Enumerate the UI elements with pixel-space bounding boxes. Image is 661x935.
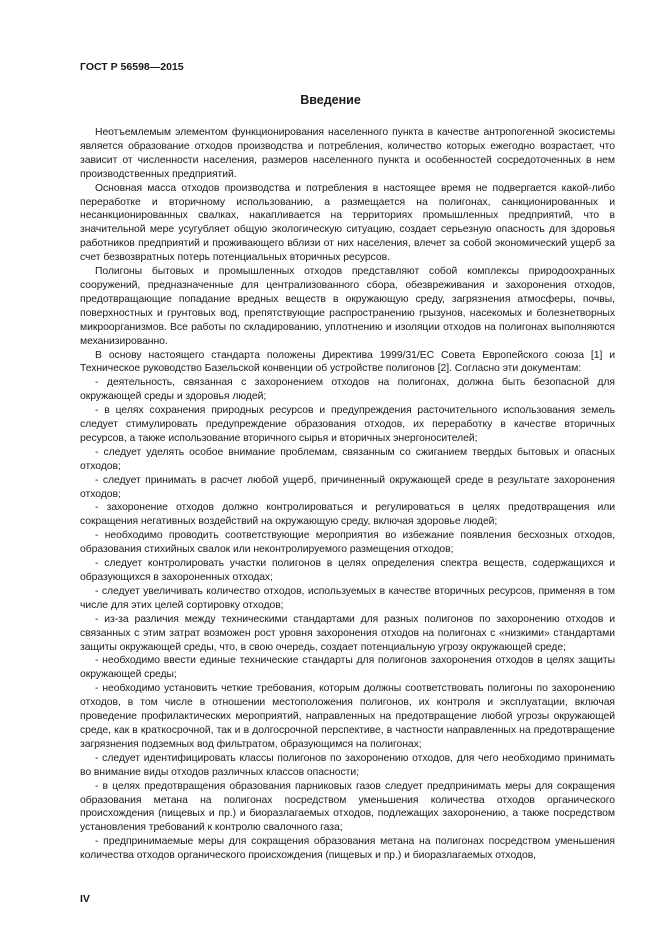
list-item: - необходимо установить четкие требования, которым должны соответствовать полигоны по захоронению отходов, в том числе в отношении местоположения полигонов, их контроля и эксплуатации, включая проведение профилактических мероприятий, направленных на предотвращение любой угрозы окружающей среде, как в краткосрочной, так и в долгосрочной перспективе, в частности направленных на предотвращение загрязнения подземных вод фильтратом, образующимся на полигонах;: [80, 683, 615, 750]
list-item: - следует принимать в расчет любой ущерб, причиненный окружающей среде в результате захоронения отходов;: [80, 474, 615, 500]
list-item: - из-за различия между техническими стандартами для разных полигонов по захоронению отходов и связанных с этим затрат возможен рост уровня захоронения отходов на полигонах с «низкими» стандартами защиты окружающей среды, что, в свою очередь, создает потенциальную угрозу окружающей среде;: [80, 613, 615, 653]
list-item: - в целях сохранения природных ресурсов и предупреждения расточительного использования земель следует стимулировать предупреждение образования отходов, их переработку в качестве вторичных ресурсов, а также использование вторичного сырья и вторичных энергоносителей;: [80, 405, 615, 444]
list-item: - следует увеличивать количество отходов, используемых в качестве вторичных ресурсов, применяя в том числе для этих целей сортировку отходов;: [80, 585, 615, 611]
paragraph: В основу настоящего стандарта положены Директива 1999/31/ЕС Совета Европейского союза [1] и Техническое руководство Базельской конвенции об устройстве полигонов [2]. Согласно эти документам:: [80, 349, 615, 375]
list-item: - предпринимаемые меры для сокращения образования метана на полигонах посредством уменьшения количества отходов органического происхождения (пищевых и пр.) и биоразлагаемых отходов,: [80, 836, 615, 862]
list-item: - необходимо проводить соответствующие мероприятия во избежание появления бесхозных отходов, образования стихийных свалок или неконтролируемого размещения отходов;: [80, 530, 615, 556]
list-item: - деятельность, связанная с захоронением отходов на полигонах, должна быть безопасной для окружающей среды и здоровья людей;: [80, 377, 615, 403]
paragraph: Неотъемлемым элементом функционирования населенного пункта в качестве антропогенной экосистемы является образование отходов производства и потребления, количество которых ежегодно возрастает, что зависит от численности населения, размеров населенного пункта и особенностей сосредоточенных в нем производственных предприятий.: [80, 127, 615, 180]
list-item: - в целях предотвращения образования парниковых газов следует предпринимать меры для сокращения образования метана на полигонах посредством уменьшения количества отходов органического происхождения (пищевых и пр.) и биоразлагаемых отходов, подлежащих захоронению, а также посредством установления требований к контролю свалочного газа;: [80, 780, 615, 834]
list-item: - захоронение отходов должно контролироваться и регулироваться в целях предотвращения или сокращения негативных воздействий на окружающую среду, включая здоровье людей;: [80, 502, 615, 528]
paragraph: Полигоны бытовых и промышленных отходов представляют собой комплексы природоохранных сооружений, предназначенные для централизованного сбора, обезвреживания и захоронения отходов, предотвращающие попадание вредных веществ в окружающую среду, загрязнения атмосферы, почвы, поверхностных и грунтовых вод, препятствующие распространению грызунов, насекомых и болезнетворных микроорганизмов. Все работы по складированию, уплотнению и изоляции отходов на полигонах выполняются механизированно.: [80, 266, 615, 347]
document-header: ГОСТ Р 56598—2015: [80, 61, 184, 73]
body-text: [80, 126, 615, 863]
list-item: - следует идентифицировать классы полигонов по захоронению отходов, для чего необходимо принимать во внимание виды отходов различных классов опасности;: [80, 752, 615, 778]
paragraph: Основная масса отходов производства и потребления в настоящее время не подвергается какой-либо переработке и вторичному использованию, а размещается на полигонах, санкционированных и несанкционированных свалках, накапливается на территориях промышленных предприятий, что в значительной мере усугубляет общую экологическую ситуацию, создает серьезную опасность для здоровья работников предприятий и проживающего вблизи от них населения, влечет за собой экономический ущерб за счет безвозвратных потерь потенциальных вторичных ресурсов.: [80, 182, 615, 264]
list-item: - следует контролировать участки полигонов в целях определения спектра веществ, содержащихся и образующихся в захороненных отходах;: [80, 558, 615, 583]
page-number: IV: [80, 893, 90, 905]
list-item: - необходимо ввести единые технические стандарты для полигонов захоронения отходов в целях защиты окружающей среды;: [80, 655, 615, 681]
section-title: Введение: [300, 93, 361, 107]
list-item: - следует уделять особое внимание проблемам, связанным со сжиганием твердых бытовых и опасных отходов;: [80, 446, 615, 472]
